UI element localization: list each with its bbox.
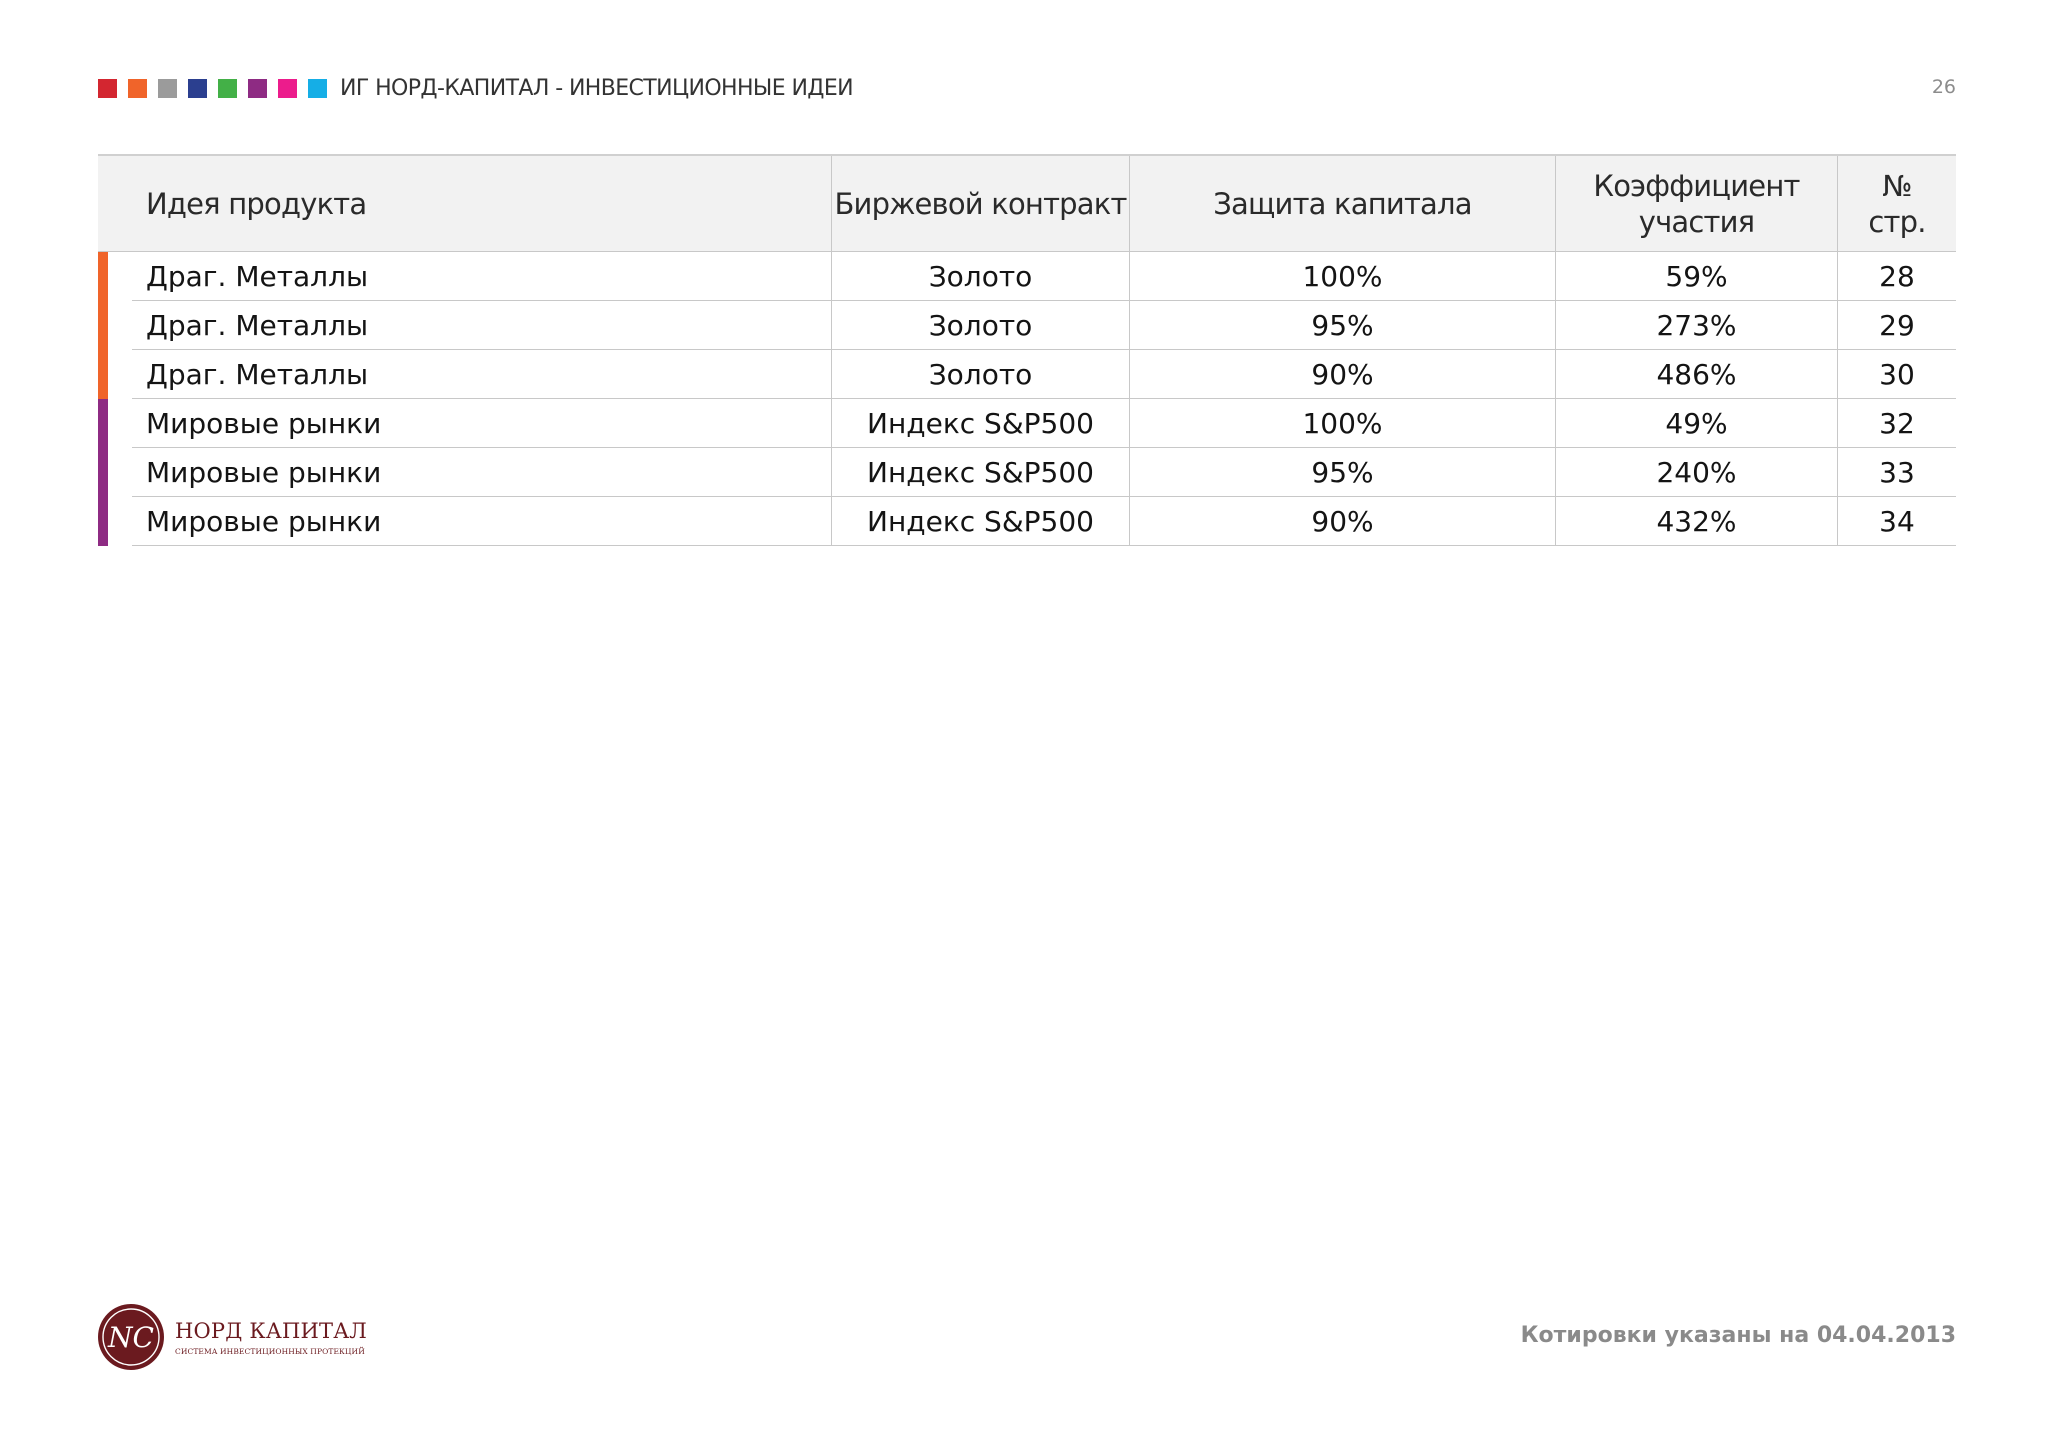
logo-name: НОРД КАПИТАЛ (175, 1318, 368, 1343)
cell-page: 34 (1838, 497, 1956, 546)
cell-page: 28 (1838, 252, 1956, 301)
column-header-protection: Защита капитала (1130, 156, 1556, 251)
cell-protection: 100% (1130, 252, 1556, 301)
cell-protection: 90% (1130, 350, 1556, 399)
table-row (98, 301, 1956, 350)
quote-date-note: Котировки указаны на 04.04.2013 (1520, 1323, 1956, 1348)
cell-page: 32 (1838, 399, 1956, 448)
svg-text:NC: NC (108, 1321, 154, 1354)
cell-idea: Драг. Металлы (98, 252, 832, 301)
cell-contract: Индекс S&P500 (832, 399, 1130, 448)
cell-coefficient: 49% (1556, 399, 1838, 448)
cell-contract: Индекс S&P500 (832, 497, 1130, 546)
page-header (98, 72, 853, 104)
cell-protection: 90% (1130, 497, 1556, 546)
cell-protection: 95% (1130, 301, 1556, 350)
cell-coefficient: 240% (1556, 448, 1838, 497)
color-square (158, 79, 177, 98)
investment-ideas-table (98, 154, 1956, 546)
cell-idea: Мировые рынки (98, 399, 832, 448)
color-square (278, 79, 297, 98)
cell-contract: Золото (832, 350, 1130, 399)
color-square (188, 79, 207, 98)
table-row (98, 350, 1956, 399)
cell-idea: Мировые рынки (98, 497, 832, 546)
cell-idea: Драг. Металлы (98, 350, 832, 399)
cell-idea: Драг. Металлы (98, 301, 832, 350)
color-square (218, 79, 237, 98)
table-body (98, 252, 1956, 546)
column-header-contract: Биржевой контракт (832, 156, 1130, 251)
cell-coefficient: 59% (1556, 252, 1838, 301)
cell-idea: Мировые рынки (98, 448, 832, 497)
cell-page: 30 (1838, 350, 1956, 399)
company-logo (97, 1303, 367, 1371)
column-header-coefficient: Коэффициент участия (1556, 156, 1838, 251)
table-header-row (98, 154, 1956, 252)
column-header-idea: Идея продукта (98, 156, 832, 251)
cell-contract: Индекс S&P500 (832, 448, 1130, 497)
monogram-icon (97, 1303, 165, 1371)
cell-coefficient: 432% (1556, 497, 1838, 546)
cell-contract: Золото (832, 301, 1130, 350)
cell-coefficient: 486% (1556, 350, 1838, 399)
cell-coefficient: 273% (1556, 301, 1838, 350)
color-squares (98, 79, 327, 98)
color-square (308, 79, 327, 98)
cell-page: 29 (1838, 301, 1956, 350)
page-title: ИГ НОРД-КАПИТАЛ - ИНВЕСТИЦИОННЫЕ ИДЕИ (340, 75, 854, 101)
logo-subtitle: СИСТЕМА ИНВЕСТИЦИОННЫХ ПРОТЕКЦИЙ (175, 1346, 365, 1356)
table-row (98, 399, 1956, 448)
column-header-page: № стр. (1868, 168, 1926, 239)
cell-protection: 95% (1130, 448, 1556, 497)
cell-page: 33 (1838, 448, 1956, 497)
table-row (98, 448, 1956, 497)
table-row (98, 497, 1956, 546)
table-row (98, 252, 1956, 301)
color-square (128, 79, 147, 98)
cell-contract: Золото (832, 252, 1130, 301)
cell-protection: 100% (1130, 399, 1556, 448)
logo-text (175, 1319, 367, 1356)
color-square (98, 79, 117, 98)
page-number: 26 (1931, 76, 1956, 98)
color-square (248, 79, 267, 98)
